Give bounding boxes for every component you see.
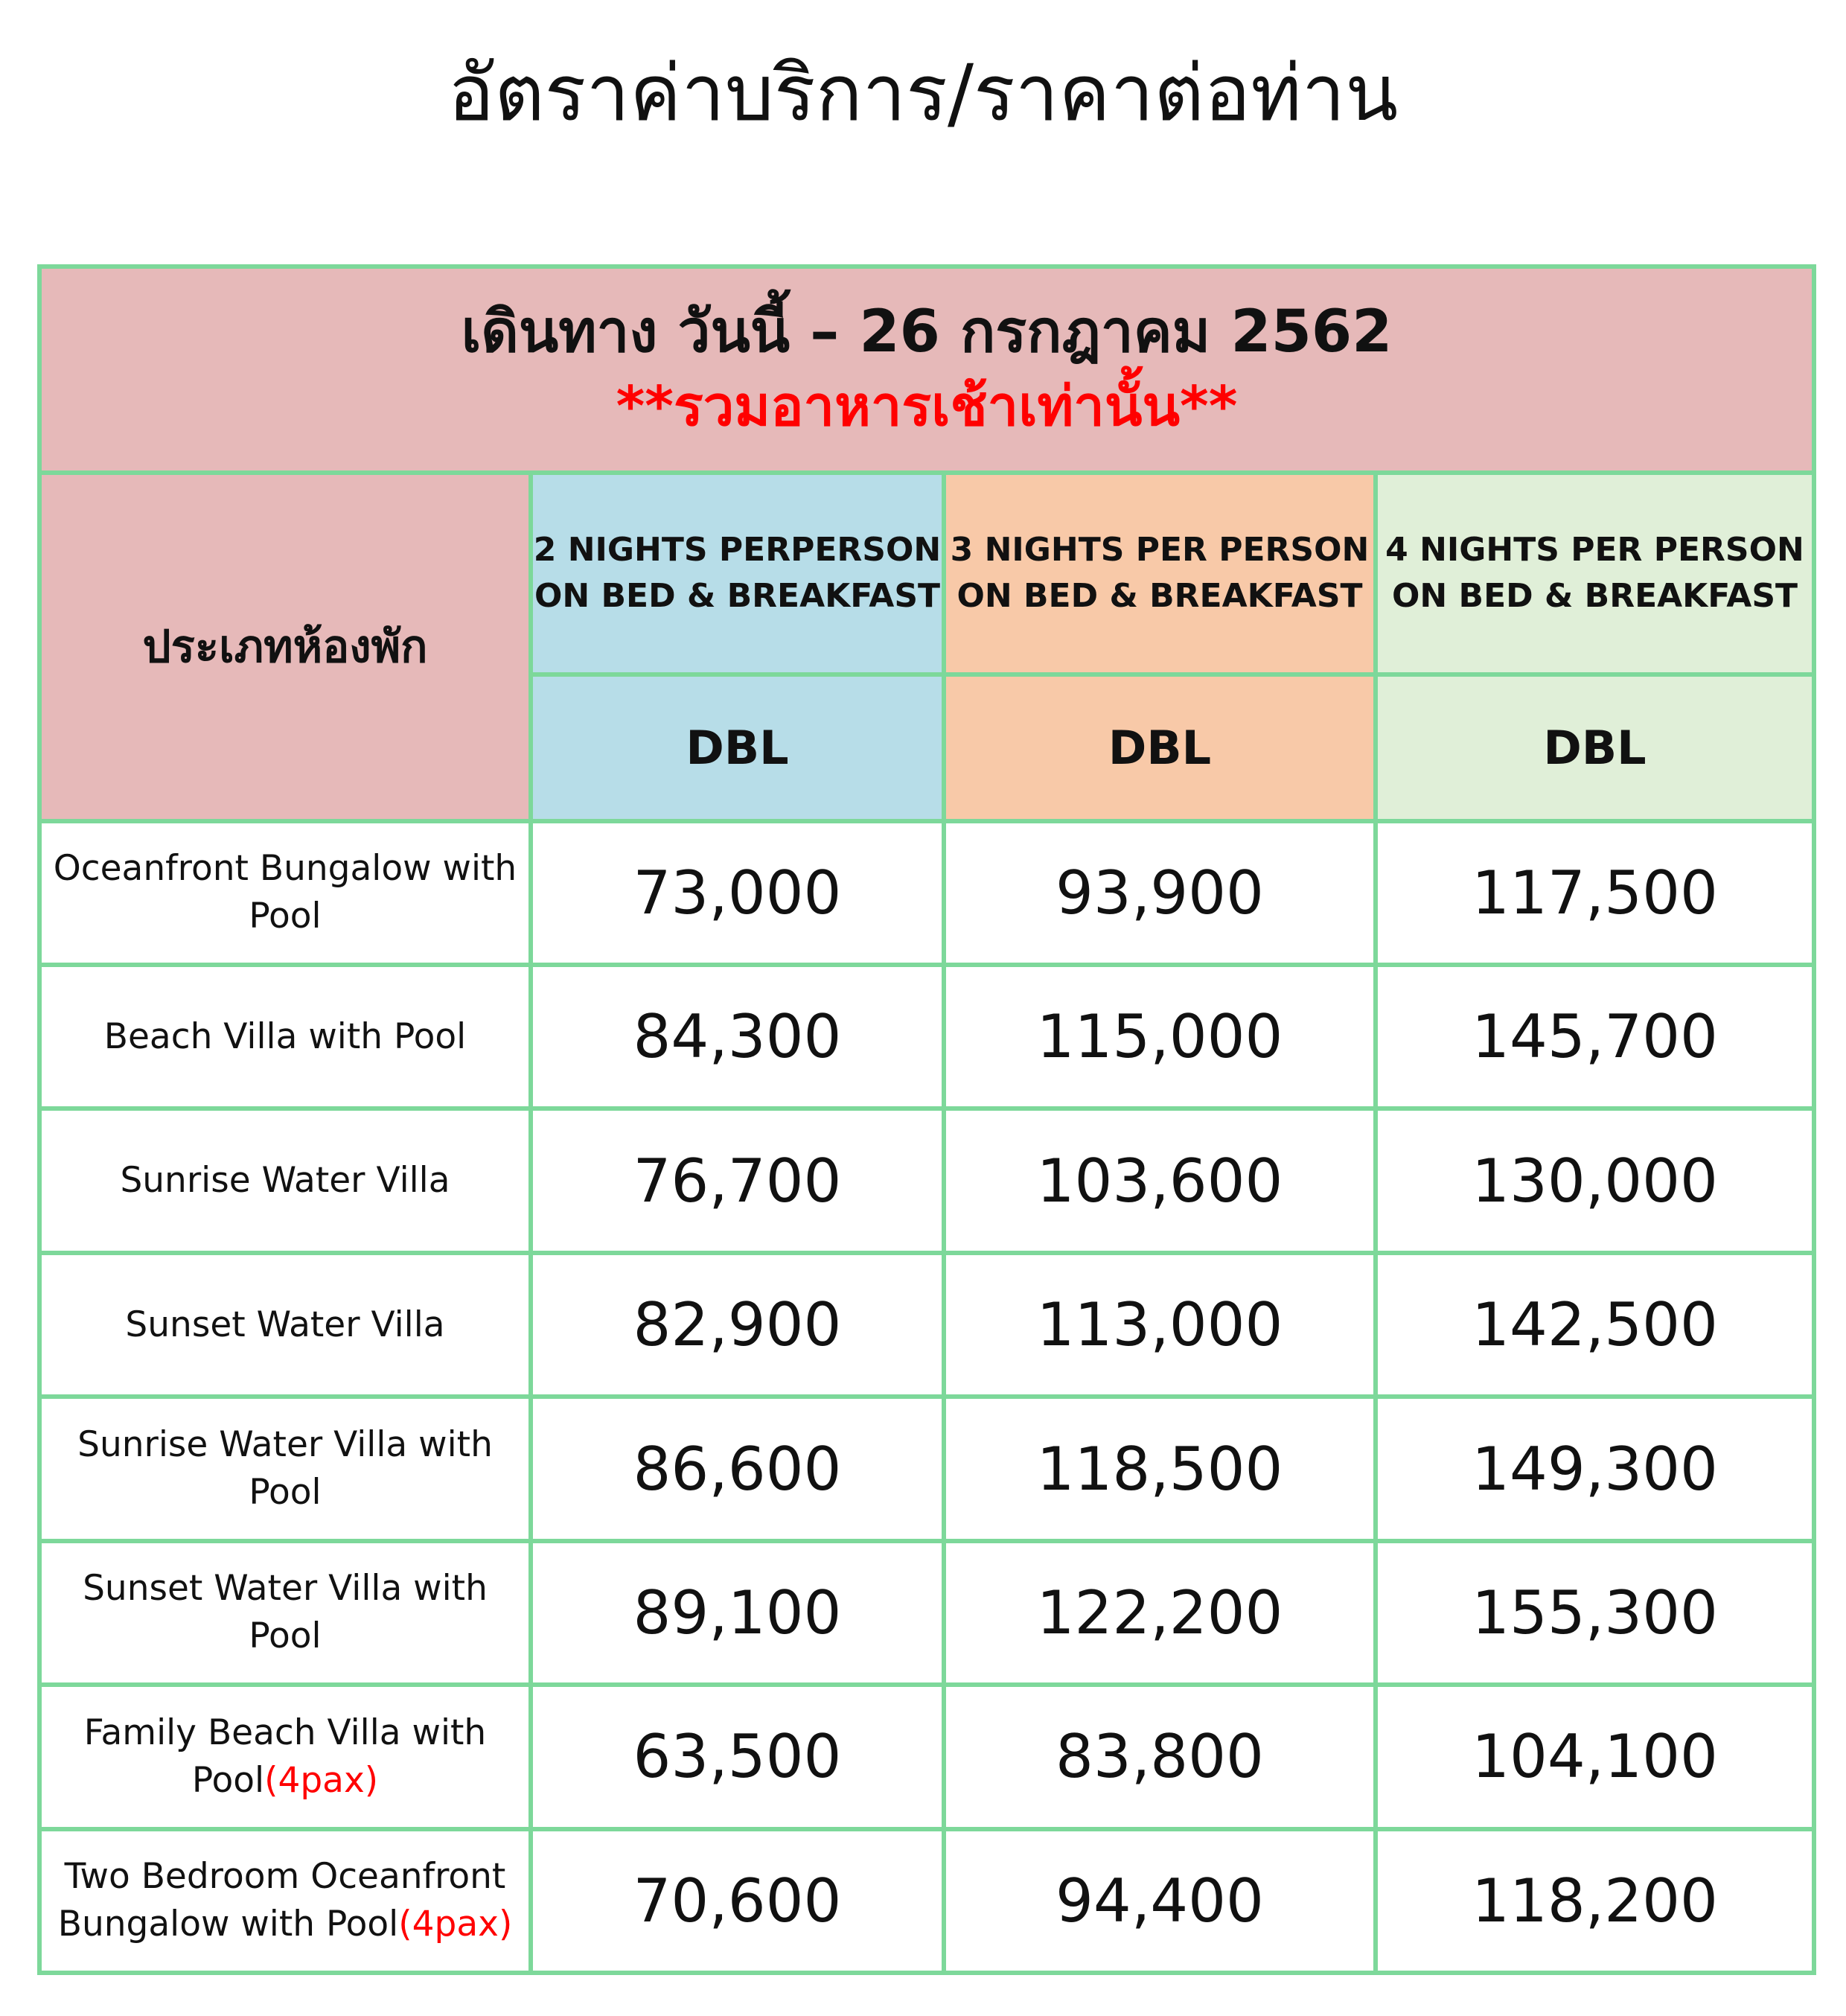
price-cell: 149,300 (1376, 1397, 1814, 1540)
price-cell: 94,400 (944, 1829, 1376, 1973)
room-name-cell (39, 1541, 531, 1685)
price-cell: 70,600 (531, 1829, 944, 1973)
banner-row (39, 267, 1814, 473)
room-name-cell (39, 1397, 531, 1540)
room-name-line2-text: Bungalow with Pool (57, 1904, 399, 1945)
price-cell: 113,000 (944, 1253, 1376, 1397)
price-cell: 122,200 (944, 1541, 1376, 1685)
price-cell: 115,000 (944, 965, 1376, 1109)
header-row-nights (39, 473, 1814, 675)
table-row (39, 1397, 1814, 1540)
col-header-line1: 2 NIGHTS PERPERSON (533, 531, 942, 570)
col-header-line2: ON BED & BREAKFAST (1391, 577, 1798, 616)
price-cell: 118,500 (944, 1397, 1376, 1540)
room-name-line1: Sunrise Water Villa (120, 1160, 450, 1202)
col-header-line1: 4 NIGHTS PER PERSON (1385, 531, 1804, 570)
price-cell: 83,800 (944, 1685, 1376, 1828)
table-row (39, 1109, 1814, 1252)
room-name-line1: Family Beach Villa with (83, 1712, 487, 1753)
room-name-line2 (42, 1757, 528, 1805)
room-name-line2 (42, 893, 528, 940)
room-name-line2 (42, 1901, 528, 1948)
table-row (39, 965, 1814, 1109)
price-cell: 104,100 (1376, 1685, 1814, 1828)
table-row (39, 1829, 1814, 1973)
unit-header-4-nights: DBL (1376, 674, 1814, 820)
table-row (39, 1685, 1814, 1828)
banner-cell (39, 267, 1814, 473)
room-name-cell (39, 965, 531, 1109)
meal-note: **รวมอาหารเช้าเท่านั้น** (616, 374, 1238, 439)
room-name-line1: Oceanfront Bungalow with (53, 848, 517, 890)
pax-note: (4pax) (398, 1904, 513, 1945)
table-row (39, 1541, 1814, 1685)
col-header-2-nights (531, 473, 944, 675)
rate-rows (39, 821, 1814, 1973)
col-header-4-nights (1376, 473, 1814, 675)
room-name-line1: Sunset Water Villa with Pool (83, 1568, 488, 1657)
rate-table (37, 264, 1816, 1975)
page-title: อัตราค่าบริการ/ราคาต่อท่าน (447, 48, 1399, 138)
room-name-line2-text: Pool (191, 1759, 265, 1801)
price-cell: 76,700 (531, 1109, 944, 1252)
col-header-3-nights (944, 473, 1376, 675)
col-header-line2: ON BED & BREAKFAST (956, 577, 1363, 616)
price-cell: 118,200 (1376, 1829, 1814, 1973)
price-cell: 89,100 (531, 1541, 944, 1685)
table-row (39, 821, 1814, 965)
unit-header-2-nights: DBL (531, 674, 944, 820)
price-cell: 86,600 (531, 1397, 944, 1540)
price-cell: 142,500 (1376, 1253, 1814, 1397)
price-cell: 93,900 (944, 821, 1376, 965)
room-name-cell (39, 821, 531, 965)
col-header-line1: 3 NIGHTS PER PERSON (950, 531, 1370, 570)
room-name-line1: Sunset Water Villa (125, 1304, 445, 1345)
price-cell: 103,600 (944, 1109, 1376, 1252)
room-name-cell (39, 1253, 531, 1397)
room-name-cell (39, 1829, 531, 1973)
price-cell: 82,900 (531, 1253, 944, 1397)
travel-dates: เดินทาง วันนี้ – 26 กรกฎาคม 2562 (461, 299, 1393, 366)
price-cell: 145,700 (1376, 965, 1814, 1109)
pax-note: (4pax) (264, 1759, 379, 1801)
room-name-line1: Sunrise Water Villa with Pool (77, 1424, 493, 1513)
room-type-header: ประเภทห้องพัก (39, 473, 531, 821)
room-name-line1: Beach Villa with Pool (103, 1015, 467, 1057)
room-name-line2-text: Pool (249, 896, 322, 937)
price-cell: 117,500 (1376, 821, 1814, 965)
table-row (39, 1253, 1814, 1397)
price-cell: 63,500 (531, 1685, 944, 1828)
price-cell: 84,300 (531, 965, 944, 1109)
price-cell: 155,300 (1376, 1541, 1814, 1685)
room-name-cell (39, 1685, 531, 1828)
price-cell: 130,000 (1376, 1109, 1814, 1252)
price-cell: 73,000 (531, 821, 944, 965)
col-header-line2: ON BED & BREAKFAST (534, 577, 941, 616)
unit-header-3-nights: DBL (944, 674, 1376, 820)
room-name-cell (39, 1109, 531, 1252)
room-name-line1: Two Bedroom Oceanfront (64, 1856, 506, 1898)
